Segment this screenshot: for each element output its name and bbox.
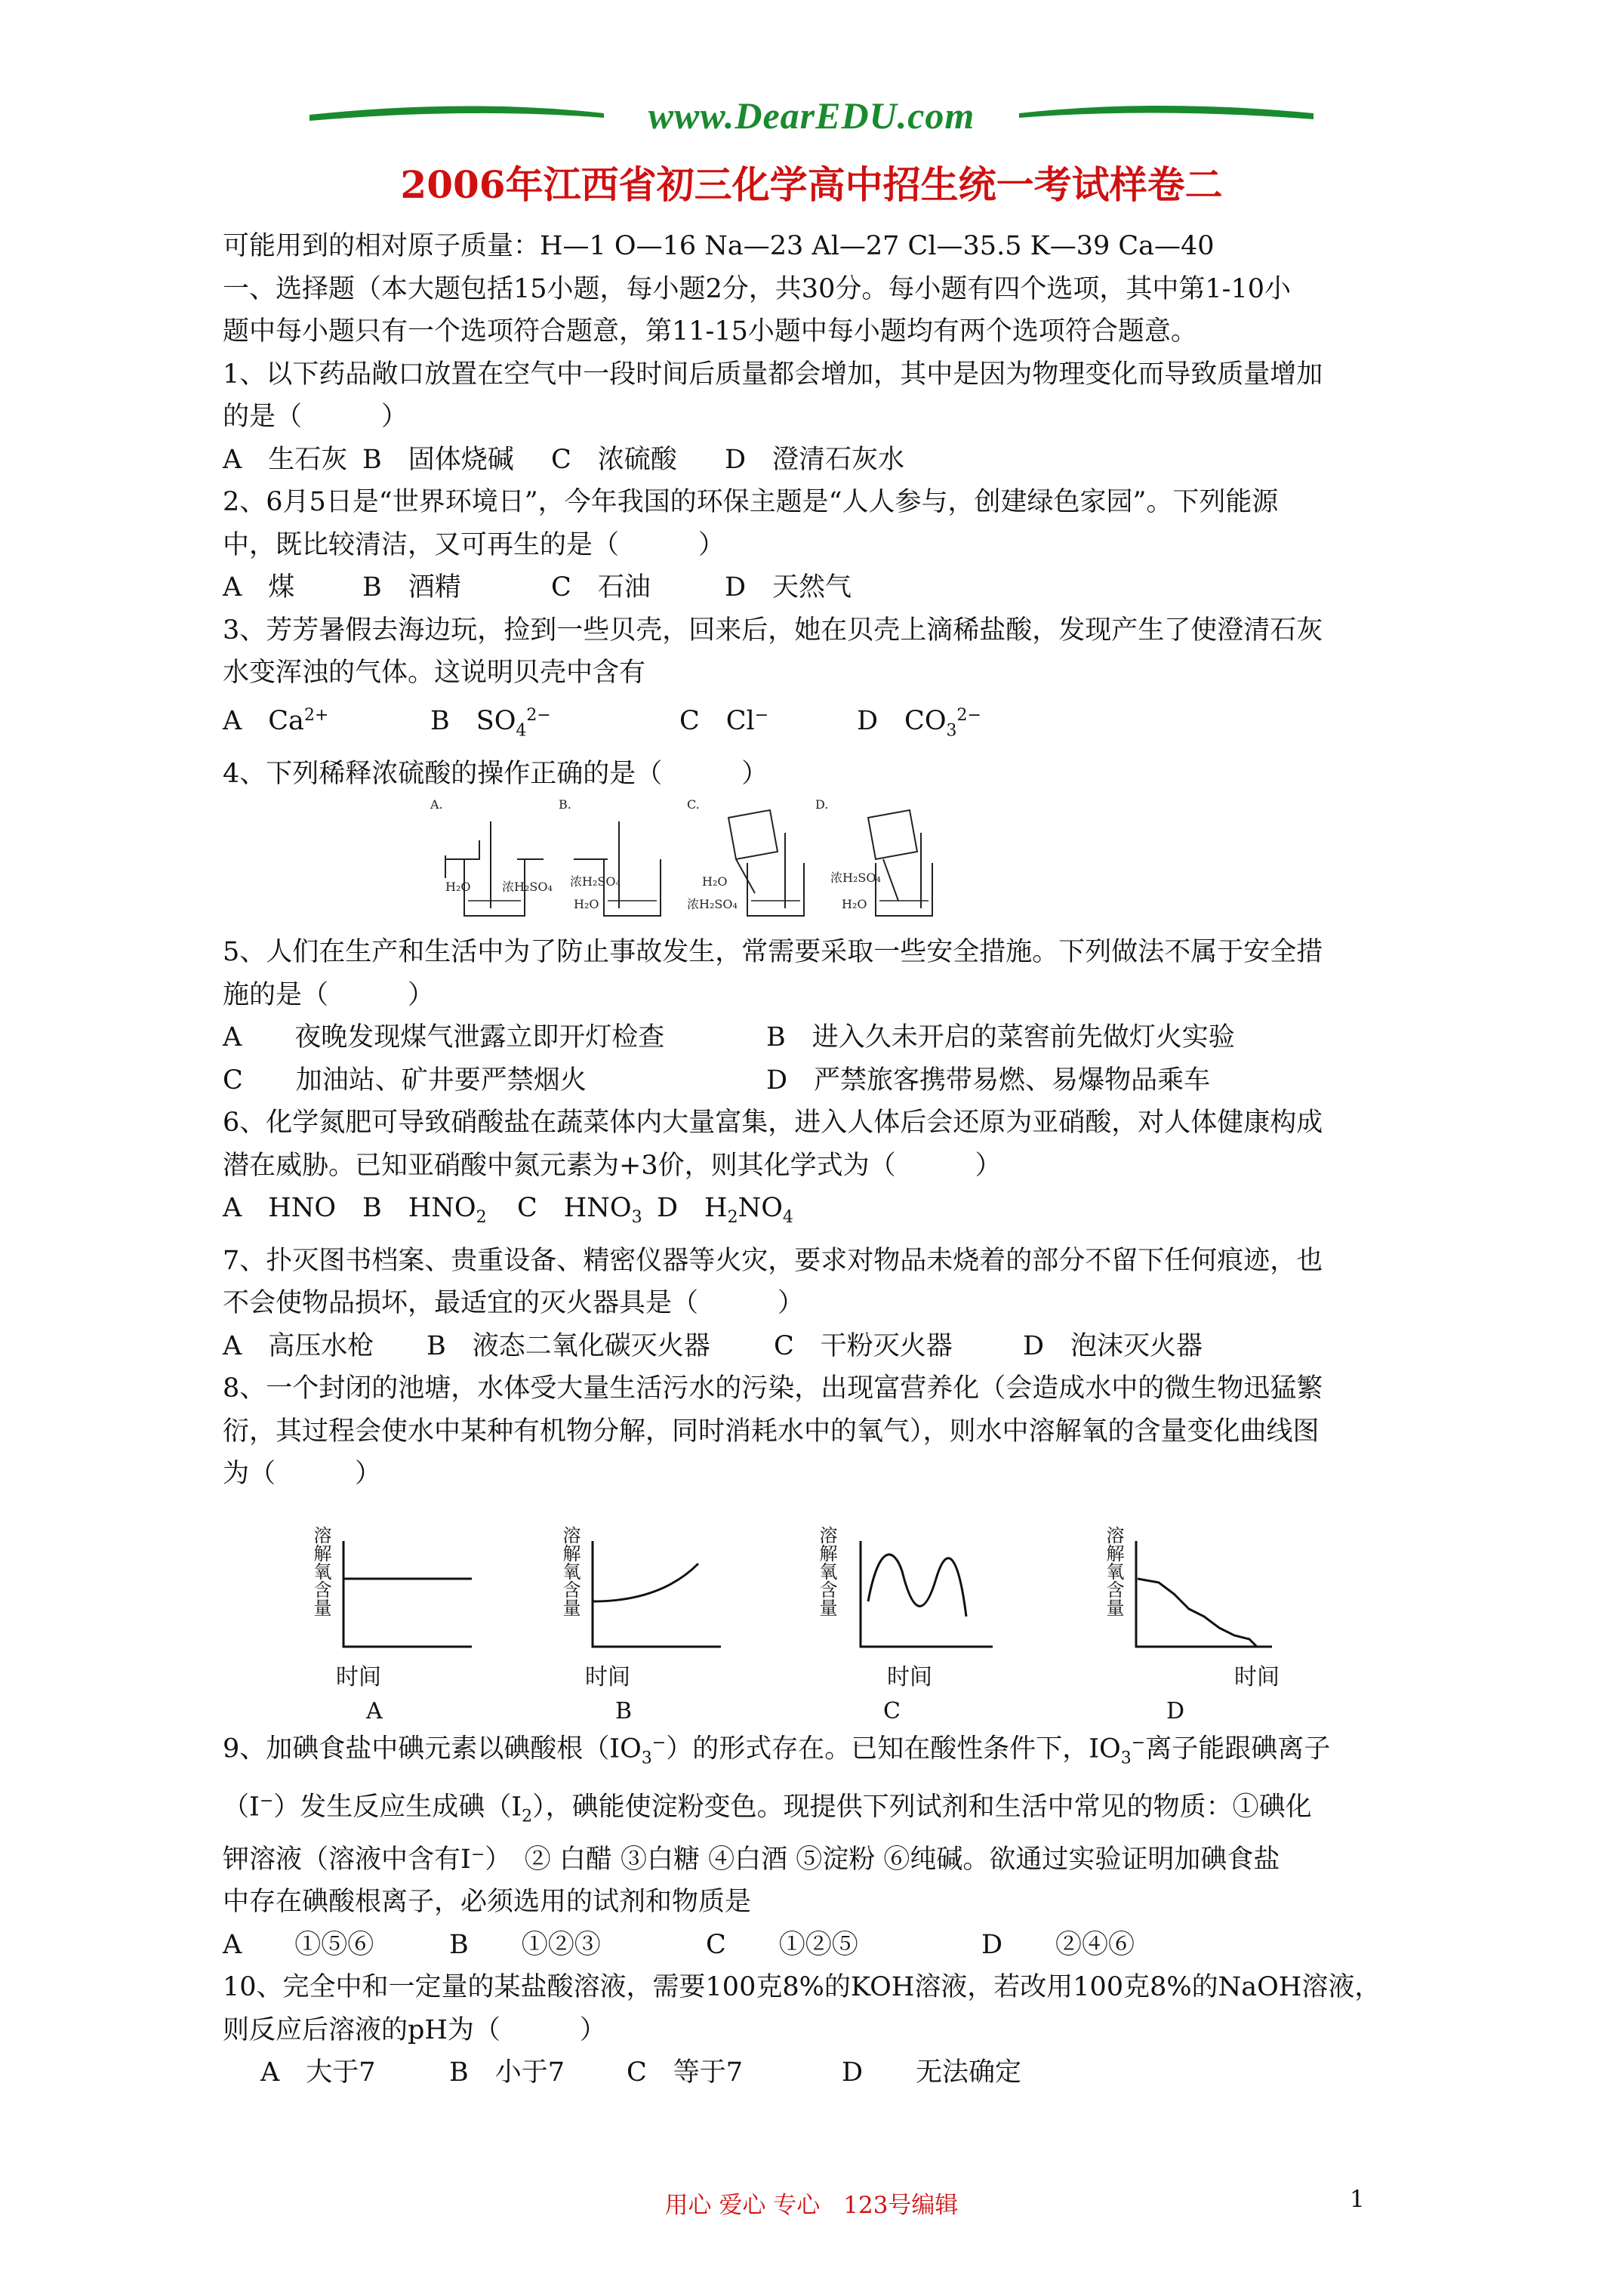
q5-line2: 施的是（ ）: [223, 979, 435, 1010]
svg-text:溶解氧含量: 溶解氧含量: [1103, 1525, 1124, 1616]
q5-option-c: C 加油站、矿井要严禁烟火: [223, 1065, 587, 1096]
svg-text:B: B: [615, 1697, 633, 1722]
q3-line1: 3、芳芳暑假去海边玩，捡到一些贝壳，回来后，她在贝壳上滴稀盐酸，发现产生了使澄清石灰: [223, 615, 1323, 646]
q10-options: [223, 2051, 1415, 2094]
q9-option-b: B ①②③: [449, 1929, 601, 1960]
q6-line2: 潜在威胁。已知亚硝酸中氮元素为+3价，则其化学式为（ ）: [223, 1150, 1002, 1181]
q5-options-2: [223, 1059, 1415, 1102]
exam-content: [223, 225, 1415, 2094]
q1-options: [223, 439, 1415, 482]
q8-line1: 8、一个封闭的池塘，水体受大量生活污水的污染，出现富营养化（会造成水中的微生物迅猛繁: [223, 1373, 1323, 1404]
svg-text:时间: 时间: [887, 1663, 932, 1690]
q2-option-b: B 酒精: [362, 572, 461, 603]
svg-text:C: C: [883, 1697, 901, 1722]
q9-option-c: C ①②⑤: [706, 1929, 858, 1960]
section-intro-1: 一、选择题（本大题包括15小题，每小题2分，共30分。每小题有四个选项，其中第1-10小: [223, 273, 1291, 304]
q3-option-b: B $SO_4^{2-}$: [430, 705, 551, 741]
svg-text:浓H₂SO₄: 浓H₂SO₄: [570, 874, 621, 889]
q9-option-d: D ②④⑥: [981, 1929, 1135, 1960]
graph-d: [1103, 1526, 1280, 1722]
svg-text:A: A: [366, 1697, 383, 1722]
q10-option-a: A 大于7: [260, 2057, 376, 2088]
q4-line1: 4、下列稀释浓硫酸的操作正确的是（ ）: [223, 758, 768, 789]
q4-figure: [223, 795, 1415, 931]
svg-text:溶解氧含量: 溶解氧含量: [816, 1525, 837, 1616]
dilution-diagram: [430, 795, 1185, 931]
q5-option-d: D 严禁旅客携带易燃、易爆物品乘车: [766, 1065, 1211, 1096]
svg-text:D.: D.: [815, 797, 829, 812]
q7-line2: 不会使物品损坏，最适宜的灭火器具是（ ）: [223, 1288, 805, 1319]
q8-graphs: [223, 1496, 1415, 1722]
q9-option-a: A ①⑤⑥: [223, 1929, 374, 1960]
q6-line1: 6、化学氮肥可导致硝酸盐在蔬菜体内大量富集，进入人体后会还原为亚硝酸，对人体健康构成: [223, 1108, 1323, 1139]
q3-option-c: C Cl−: [679, 705, 769, 737]
svg-text:H₂O: H₂O: [842, 897, 867, 912]
q6-option-d: D $H_2NO_4$: [657, 1193, 793, 1228]
q8-line2: 衍，其过程会使水中某种有机物分解，同时消耗水中的氧气），则水中溶解氧的含量变化曲线图: [223, 1416, 1320, 1447]
q9-line4: 中存在碘酸根离子，必须选用的试剂和物质是: [223, 1887, 752, 1918]
q1-line1: 1、以下药品敞口放置在空气中一段时间后质量都会增加，其中是因为物理变化而导致质量增加: [223, 359, 1323, 390]
svg-text:浓H₂SO₄: 浓H₂SO₄: [830, 871, 881, 886]
q10-line2: 则反应后溶液的pH为（ ）: [223, 2014, 606, 2045]
svg-text:溶解氧含量: 溶解氧含量: [559, 1525, 581, 1616]
q3-line2: 水变浑浊的气体。这说明贝壳中含有: [223, 658, 646, 688]
atomic-masses: 可能用到的相对原子质量：H—1 O—16 Na—23 Al—27 Cl—35.5 K—39 Ca—40: [223, 231, 1215, 261]
q10-line1: 10、完全中和一定量的某盐酸溶液，需要100克8%的KOH溶液，若改用100克8%的NaOH溶液，: [223, 1972, 1381, 2003]
svg-text:浓H₂SO₄: 浓H₂SO₄: [502, 880, 553, 895]
graph-b: [559, 1526, 721, 1722]
graph-c: [816, 1526, 993, 1722]
q3-option-d: D $CO_3^{2-}$: [857, 705, 981, 741]
q5-options-1: [223, 1016, 1415, 1059]
exam-title: 2006年江西省初三化学高中招生统一考试样卷二: [400, 162, 1223, 207]
q1-line2: 的是（ ）: [223, 402, 408, 432]
q6-option-b: B $HNO_2$: [362, 1193, 487, 1228]
q6-option-a: A HNO: [223, 1193, 337, 1224]
q9-line1: 9、加碘食盐中碘元素以碘酸根$(IO_3^-)$的形式存在。已知在酸性条件下，$IO_3^-$离子能跟碘离子: [223, 1733, 1331, 1768]
q2-options: [223, 566, 1415, 609]
svg-text:浓H₂SO₄: 浓H₂SO₄: [687, 897, 738, 912]
q10-option-d: D 无法确定: [842, 2057, 1022, 2088]
q7-option-a: A 高压水枪: [223, 1330, 374, 1361]
svg-text:时间: 时间: [585, 1663, 630, 1690]
svg-text:H₂O: H₂O: [702, 874, 728, 889]
q9-line2: （I−）发生反应生成碘$(I_2)$，碘能使淀粉变色。现提供下列试剂和生活中常见的物质：①碘化: [223, 1791, 1312, 1826]
q3-options: [223, 695, 1415, 753]
q9-options: [223, 1924, 1415, 1967]
q2-option-a: A 煤: [223, 572, 295, 603]
section-intro-2: 题中每小题只有一个选项符合题意，第11-15小题中每小题均有两个选项符合题意。: [223, 316, 1197, 347]
q1-option-b: B 固体烧碱: [362, 444, 514, 475]
svg-text:时间: 时间: [336, 1663, 381, 1690]
svg-text:A.: A.: [430, 797, 443, 812]
svg-text:H₂O: H₂O: [574, 897, 599, 912]
q5-option-a: A 夜晚发现煤气泄露立即开灯检查: [223, 1022, 665, 1053]
q1-option-d: D 澄清石灰水: [725, 444, 905, 475]
q5-option-b: B 进入久未开启的菜窖前先做灯火实验: [766, 1022, 1235, 1053]
q8-line3: 为（ ）: [223, 1459, 382, 1490]
q7-line1: 7、扑灭图书档案、贵重设备、精密仪器等火灾，要求对物品未烧着的部分不留下任何痕迹，也: [223, 1245, 1323, 1276]
q6-options: [223, 1187, 1415, 1240]
svg-text:时间: 时间: [1234, 1663, 1280, 1690]
q5-line1: 5、人们在生产和生活中为了防止事故发生，常需要采取一些安全措施。下列做法不属于安全措: [223, 937, 1323, 968]
page-number: 1: [1350, 2186, 1365, 2213]
svg-text:溶解氧含量: 溶解氧含量: [310, 1525, 331, 1616]
q2-line1: 2、6月5日是“世界环境日”，今年我国的环保主题是“人人参与，创建绿色家园”。下列能源: [223, 487, 1279, 517]
q9-line3: 钾溶液（溶液中含有I⁻） ② 白醋 ③白糖 ④白酒 ⑤淀粉 ⑥纯碱。欲通过实验证明加碘食盐: [223, 1844, 1280, 1875]
oxygen-curves: [223, 1496, 1431, 1722]
q3-option-a: A $Ca^{2+}$: [223, 705, 329, 737]
svg-text:B.: B.: [559, 797, 571, 812]
q7-options: [223, 1325, 1415, 1368]
q6-option-c: C $HNO_3$: [517, 1193, 642, 1228]
q10-option-b: B 小于7: [449, 2057, 565, 2088]
svg-text:D: D: [1166, 1697, 1185, 1722]
q7-option-d: D 泡沫灭火器: [1023, 1330, 1203, 1361]
q7-option-c: C 干粉灭火器: [774, 1330, 953, 1361]
q2-option-d: D 天然气: [725, 572, 852, 603]
q2-line2: 中，既比较清洁，又可再生的是（ ）: [223, 529, 725, 560]
q1-option-c: C 浓硫酸: [551, 444, 677, 475]
graph-a: [310, 1526, 472, 1722]
q1-option-a: A 生石灰: [223, 444, 348, 475]
site-url[interactable]: www.DearEDU.com: [648, 94, 975, 137]
svg-text:C.: C.: [687, 797, 700, 812]
q10-option-c: C 等于7: [627, 2057, 744, 2088]
svg-text:H₂O: H₂O: [445, 880, 471, 895]
q7-option-b: B 液态二氧化碳灭火器: [427, 1330, 710, 1361]
q2-option-c: C 石油: [551, 572, 651, 603]
footer-text: 用心 爱心 专心 123号编辑: [664, 2192, 959, 2219]
